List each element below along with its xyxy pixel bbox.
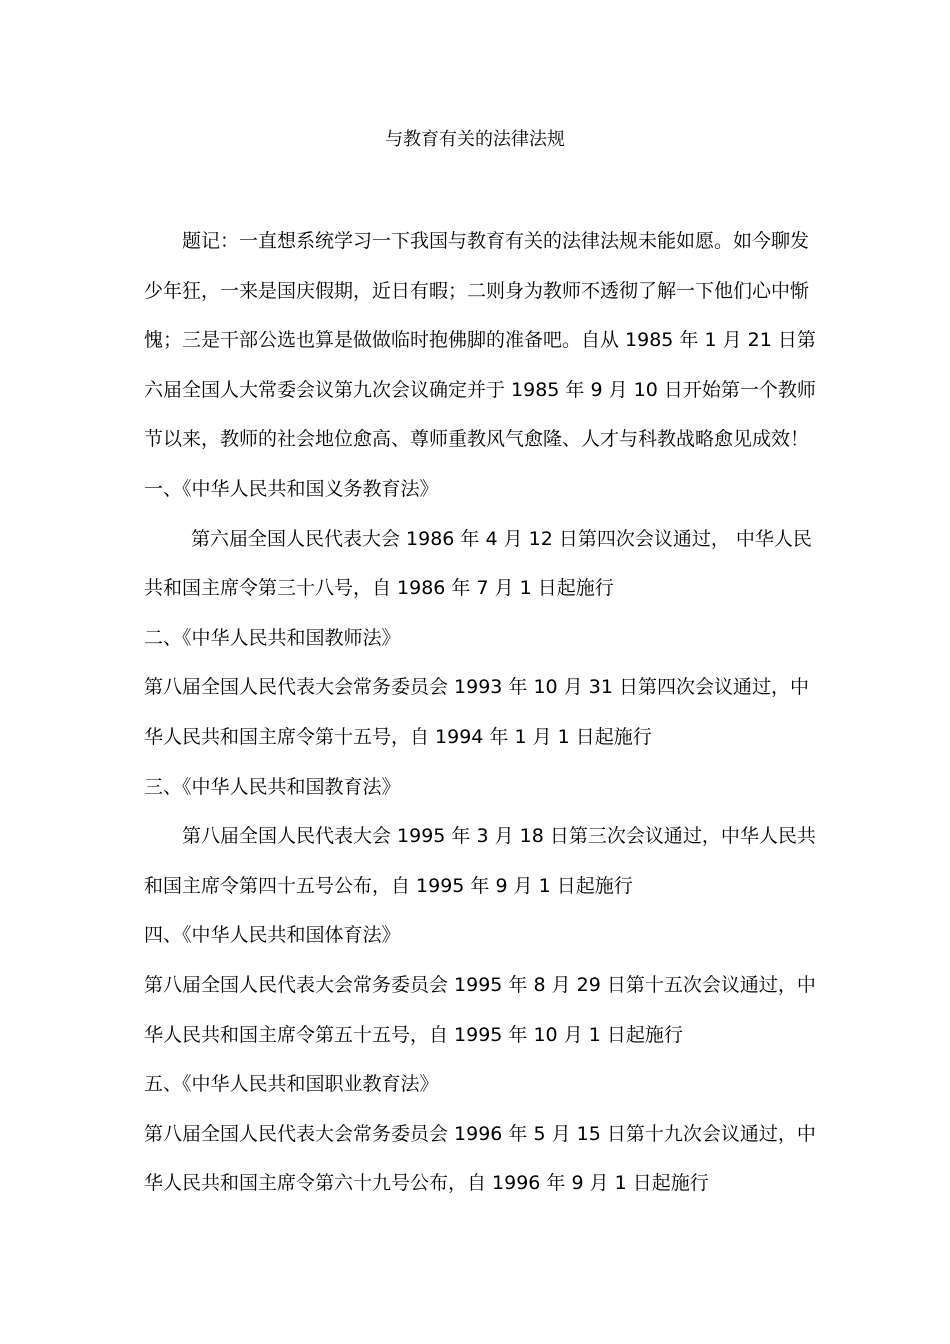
section-2-text-line-2: 华人民共和国主席令第十五号，自 1994 年 1 月 1 日起施行 bbox=[144, 726, 652, 748]
preface-line-5: 节以来，教师的社会地位愈高、尊师重教风气愈隆、人才与科教战略愈见成效！ bbox=[144, 428, 810, 450]
section-heading-1: 一、《中华人民共和国义务教育法》 bbox=[144, 478, 439, 500]
section-5-text-line-2: 华人民共和国主席令第六十九号公布，自 1996 年 9 月 1 日起施行 bbox=[144, 1172, 709, 1194]
section-heading-2: 二、《中华人民共和国教师法》 bbox=[144, 627, 401, 649]
section-heading-5: 五、《中华人民共和国职业教育法》 bbox=[144, 1073, 439, 1095]
section-1-text-line-2: 共和国主席令第三十八号，自 1986 年 7 月 1 日起施行 bbox=[144, 577, 614, 599]
section-4-text-line-1: 第八届全国人民代表大会常务委员会 1995 年 8 月 29 日第十五次会议通过，中 bbox=[144, 974, 816, 996]
section-5-text-line-1: 第八届全国人民代表大会常务委员会 1996 年 5 月 15 日第十九次会议通过，中 bbox=[144, 1123, 816, 1145]
section-3-text-line-2: 和国主席令第四十五号公布，自 1995 年 9 月 1 日起施行 bbox=[144, 875, 633, 897]
preface-line-1: 题记：一直想系统学习一下我国与教育有关的法律法规未能如愿。如今聊发 bbox=[182, 230, 810, 252]
preface-line-3: 愧；三是干部公选也算是做做临时抱佛脚的准备吧。自从 1985 年 1 月 21 日第 bbox=[144, 329, 816, 351]
section-1-text-line-1: 第六届全国人民代表大会 1986 年 4 月 12 日第四次会议通过， 中华人民 bbox=[191, 528, 812, 550]
section-heading-4: 四、《中华人民共和国体育法》 bbox=[144, 924, 401, 946]
preface-line-2: 少年狂，一来是国庆假期，近日有暇；二则身为教师不透彻了解一下他们心中惭 bbox=[144, 280, 810, 302]
preface-line-4: 六届全国人大常委会议第九次会议确定并于 1985 年 9 月 10 日开始第一个教师 bbox=[144, 379, 816, 401]
section-2-text-line-1: 第八届全国人民代表大会常务委员会 1993 年 10 月 31 日第四次会议通过，中 bbox=[144, 676, 809, 698]
section-heading-3: 三、《中华人民共和国教育法》 bbox=[144, 776, 401, 798]
section-3-text-line-1: 第八届全国人民代表大会 1995 年 3 月 18 日第三次会议通过，中华人民共 bbox=[182, 825, 816, 847]
section-4-text-line-2: 华人民共和国主席令第五十五号，自 1995 年 10 月 1 日起施行 bbox=[144, 1024, 683, 1046]
document-title: 与教育有关的法律法规 bbox=[385, 129, 565, 150]
